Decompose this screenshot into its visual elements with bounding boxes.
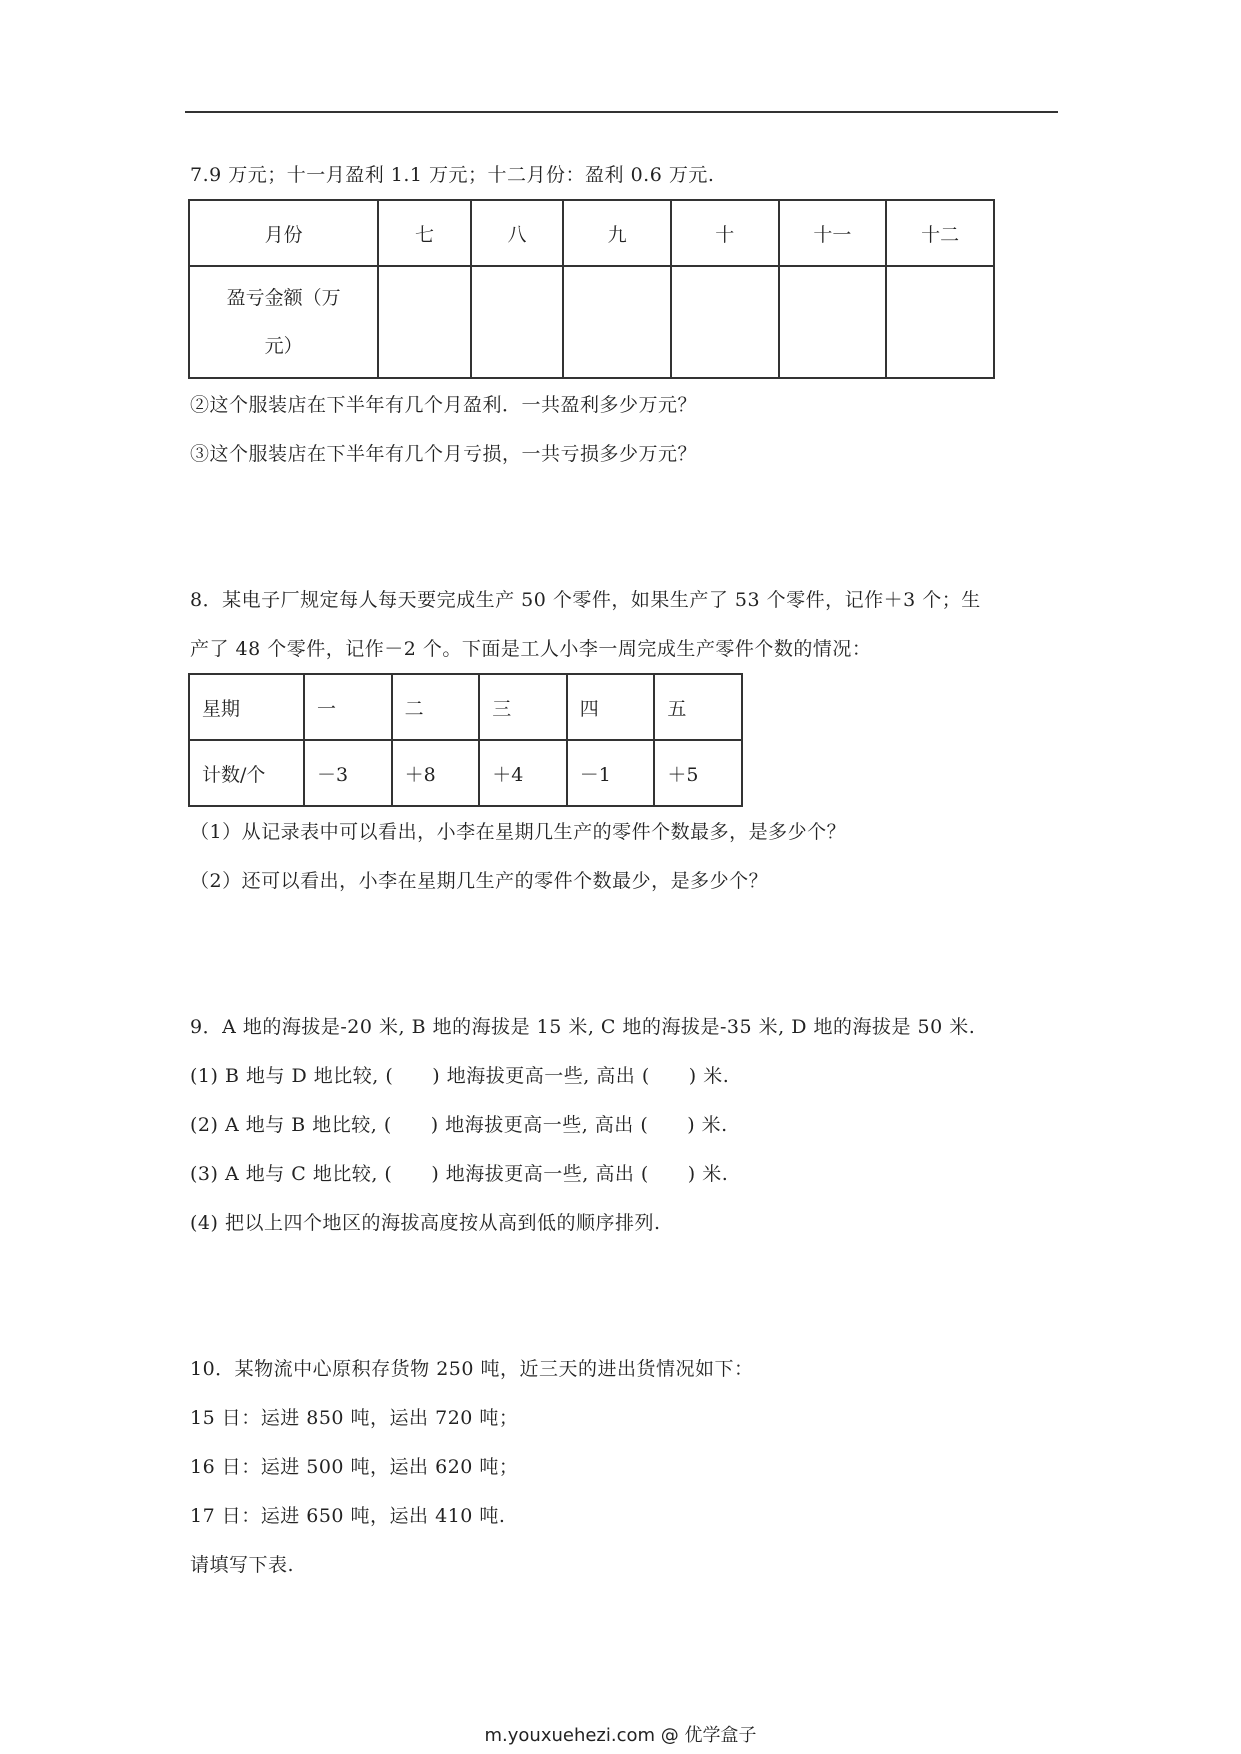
- q9-sub2: (2) A 地与 B 地比较, ( ) 地海拔更高一些, 高出 ( ) 米.: [190, 1114, 728, 1136]
- footer-watermark: m.youxuehezi.com @ 优学盒子: [484, 1725, 757, 1746]
- q8-day-cell: 四: [567, 674, 655, 740]
- q8-count-cell: ＋4: [479, 740, 567, 806]
- q7-sub2: ②这个服装店在下半年有几个月盈利．一共盈利多少万元？: [190, 394, 698, 416]
- q7-table: [188, 199, 995, 379]
- q8-day-cell: 一: [304, 674, 392, 740]
- q8-row2-label: 计数/个: [189, 740, 304, 806]
- q7-empty-cell: [886, 266, 994, 378]
- q7-empty-cell: [378, 266, 471, 378]
- q10-fill-instruction: 请填写下表.: [190, 1554, 295, 1576]
- q10-line: 10．某物流中心原积存货物 250 吨，近三天的进出货情况如下：: [190, 1358, 754, 1380]
- q8-sub1: （1）从记录表中可以看出，小李在星期几生产的零件个数最多，是多少个？: [190, 821, 847, 843]
- table-row: [189, 740, 742, 806]
- q8-count-cell: ＋8: [392, 740, 480, 806]
- q7-intro: 7.9 万元；十一月盈利 1.1 万元；十二月份：盈利 0.6 万元.: [190, 164, 715, 186]
- table-row: [189, 200, 994, 266]
- q7-row2-label-line2: 元）: [264, 335, 303, 357]
- q7-month-cell: 十一: [779, 200, 887, 266]
- q8-day-cell: 三: [479, 674, 567, 740]
- q7-month-cell: 十: [671, 200, 779, 266]
- q7-sub3: ③这个服装店在下半年有几个月亏损，一共亏损多少万元？: [190, 443, 698, 465]
- table-row: [189, 674, 742, 740]
- q8-line2: 产了 48 个零件，记作－2 个。下面是工人小李一周完成生产零件个数的情况：: [190, 638, 872, 660]
- q10-day17: 17 日：运进 650 吨，运出 410 吨.: [190, 1505, 506, 1527]
- q7-month-cell: 十二: [886, 200, 994, 266]
- q7-empty-cell: [671, 266, 779, 378]
- q7-month-cell: 七: [378, 200, 471, 266]
- header-rule: [185, 111, 1058, 113]
- q8-line1: 8．某电子厂规定每人每天要完成生产 50 个零件，如果生产了 53 个零件，记作＋3 个；生: [190, 589, 981, 611]
- q7-month-cell: 八: [471, 200, 564, 266]
- q7-empty-cell: [471, 266, 564, 378]
- q8-count-cell: ＋5: [654, 740, 742, 806]
- q8-count-cell: －3: [304, 740, 392, 806]
- q7-header-label: 月份: [189, 200, 378, 266]
- q7-empty-cell: [563, 266, 671, 378]
- q8-table: [188, 673, 743, 807]
- q9-line: 9．A 地的海拔是-20 米, B 地的海拔是 15 米, C 地的海拔是-35 米, D 地的海拔是 50 米.: [190, 1016, 976, 1038]
- q8-count-cell: －1: [567, 740, 655, 806]
- q8-day-cell: 五: [654, 674, 742, 740]
- q8-day-cell: 二: [392, 674, 480, 740]
- q9-sub4: (4) 把以上四个地区的海拔高度按从高到低的顺序排列.: [190, 1212, 661, 1234]
- table-row: [189, 266, 994, 378]
- q8-header-label: 星期: [189, 674, 304, 740]
- q8-sub2: （2）还可以看出，小李在星期几生产的零件个数最少，是多少个？: [190, 870, 769, 892]
- q7-empty-cell: [779, 266, 887, 378]
- q10-day16: 16 日：运进 500 吨，运出 620 吨；: [190, 1456, 519, 1478]
- q7-row2-label-line1: 盈亏金额（万: [226, 287, 341, 309]
- q10-day15: 15 日：运进 850 吨，运出 720 吨；: [190, 1407, 519, 1429]
- q7-month-cell: 九: [563, 200, 671, 266]
- q7-row2-label: [189, 266, 378, 378]
- q9-sub3: (3) A 地与 C 地比较, ( ) 地海拔更高一些, 高出 ( ) 米.: [190, 1163, 729, 1185]
- q9-sub1: (1) B 地与 D 地比较, ( ) 地海拔更高一些, 高出 ( ) 米.: [190, 1065, 730, 1087]
